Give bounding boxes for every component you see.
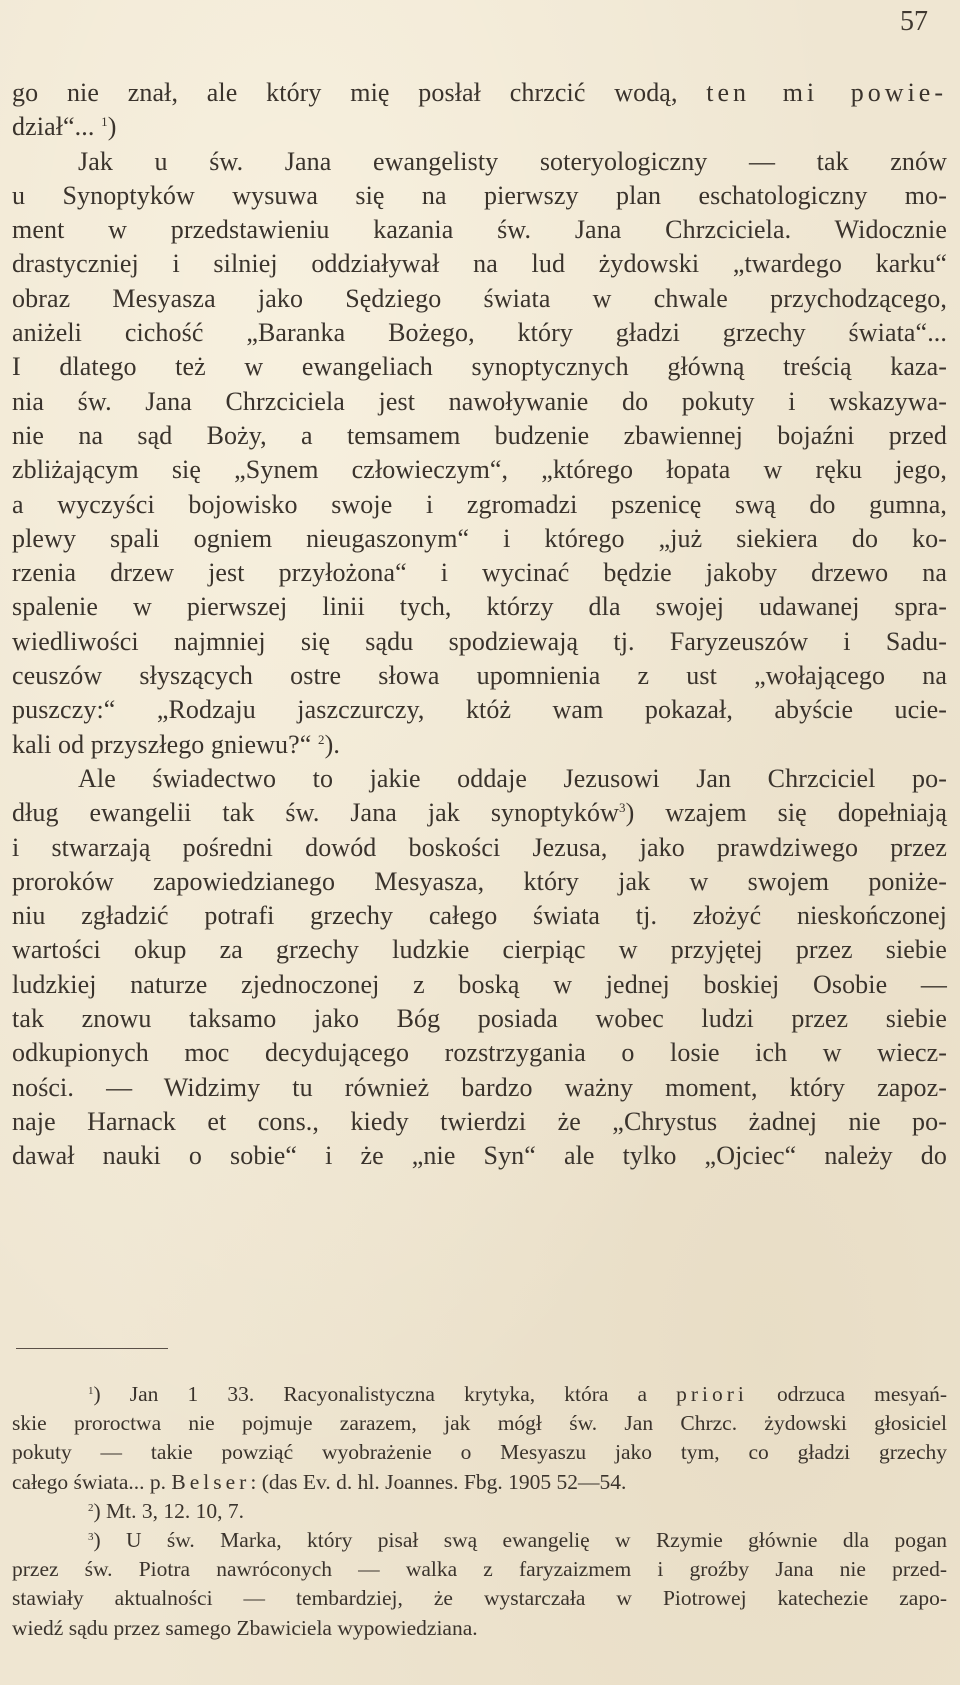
footnote-line: stawiały aktualności — tembardziej, że wystarczała w Piotrowej katechezie zapo- [12,1586,947,1611]
paragraph-start: Ale świadectwo to jakie oddaje Jezusowi Jan Chrzciciel po- [78,763,947,793]
text-line: ment w przedstawieniu kazania św. Jana Chrzciciela. Widocznie [12,215,947,245]
text-line: a wyczyści bojowisko swoje i zgromadzi pszenicę swą do gumna, [12,489,947,519]
text-line: u Synoptyków wysuwa się na pierwszy plan eschatologiczny mo- [12,180,947,210]
text-line: aniżeli cichość „Baranka Bożego, który gładzi grzechy świata“... [12,318,947,348]
footnote-line: wiedź sądu przez samego Zbawiciela wypowiedziana. [12,1615,478,1640]
text-line: wartości okup za grzechy ludzkie cierpiąc w przyjętej przez siebie [12,935,947,965]
text-line: ludzkiej naturze zjednoczonej z boską w jednej boskiej Osobie — [12,969,947,999]
text-line: ności. — Widzimy tu również bardzo ważny moment, który zapoz- [12,1072,947,1102]
footnote-line: pokuty — takie powziąć wyobrażenie o Mesyaszu jako tym, co gładzi grzechy [12,1440,947,1465]
footnote-ref[interactable]: 1 [101,114,108,130]
footnotes [12,1380,947,1643]
text-line: dawał nauki o sobie“ i że „nie Syn“ ale tylko „Ojciec“ należy do [12,1141,947,1171]
main-text-body [12,76,947,1174]
text-line: i stwarzają pośredni dowód boskości Jezusa, jako prawdziwego przez [12,832,947,862]
text-line: niu zgładzić potrafi grzechy całego świata tj. złożyć nieskończonej [12,901,947,931]
text-line: plewy spali ogniem nieugaszonym“ i którego „już siekiera do ko- [12,523,947,553]
paragraph-start: Jak u św. Jana ewangelisty soteryologiczny — tak znów [78,146,947,176]
footnote-marker: 1 [88,1385,94,1397]
footnote-ref[interactable]: 3 [618,800,626,816]
text-line: wiedliwości najmniej się sądu spodziewają tj. Faryzeuszów i Sadu- [12,626,947,656]
text-line: puszczy:“ „Rodzaju jaszczurczy, któż wam pokazał, abyście ucie- [12,695,947,725]
text-line: rzenia drzew jest przyłożona“ i wycinać będzie jakoby drzewo na [12,558,947,588]
text-line: zbliżającym się „Synem człowieczym“, „którego łopata w ręku jego, [12,455,947,485]
text-line: go nie znał, ale który mię posłał chrzcić wodą, ten mi powie- [12,78,947,107]
text-line: dług ewangelii tak św. Jana jak synoptyków$^3$) wzajem się dopełniają [12,798,947,828]
text-line: proroków zapowiedzianego Mesyasza, który jak w swojem poniże- [12,866,947,896]
text-line: naje Harnack et cons., kiedy twierdzi że „Chrystus żadnej nie po- [12,1106,947,1136]
text-line: tak znowu taksamo jako Bóg posiada wobec ludzi przez siebie [12,1004,947,1034]
footnote-marker: 3 [88,1530,94,1543]
footnote-3: $^3$) U św. Marka, który pisał swą ewangelię w Rzymie głównie dla pogan [88,1527,947,1552]
text-line: I dlatego też w ewangeliach synoptycznych główną treścią kaza- [12,352,947,382]
footnote-2: $^2$) Mt. 3, 12. 10, 7. [88,1498,244,1523]
page-number: 57 [900,6,928,37]
text-line: drastyczniej i silniej oddziaływał na lud żydowski „twardego karku“ [12,249,947,279]
text-line: nia św. Jana Chrzciciela jest nawoływanie do pokuty i wskazywa- [12,386,947,416]
footnote-divider [16,1348,168,1349]
text-line: ceuszów słyszących ostre słowa upomnienia z ust „wołającego na [12,661,947,691]
footnote-line: całego świata... p. Belser: (das Ev. d. hl. Joannes. Fbg. 1905 52—54. [12,1469,627,1494]
text-line: dział“... $^1$) [12,112,117,142]
text-line: spalenie w pierwszej linii tych, którzy dla swojej udawanej spra- [12,592,947,622]
footnote-line: przez św. Piotra nawróconych — walka z faryzaizmem i groźby Jana nie przed- [12,1557,947,1582]
footnote-marker: 2 [88,1501,94,1514]
footnote-ref[interactable]: 2 [318,731,325,747]
text-line: nie na sąd Boży, a temsamem budzenie zbawiennej bojaźni przed [12,420,947,450]
text-line: obraz Mesyasza jako Sędziego świata w chwale przychodzącego, [12,283,947,313]
footnote-1: $^1$) Jan 1 33. Racyonalistyczna krytyka, która a priori odrzuca mesyań- [88,1382,947,1406]
footnote-line: skie proroctwa nie pojmuje zarazem, jak mógł św. Jan Chrzc. żydowski głosiciel [12,1411,947,1436]
text-line: kali od przyszłego gniewu?“ $^2$). [12,729,340,759]
text-line: odkupionych moc decydującego rozstrzygania o losie ich w wiecz- [12,1038,947,1068]
